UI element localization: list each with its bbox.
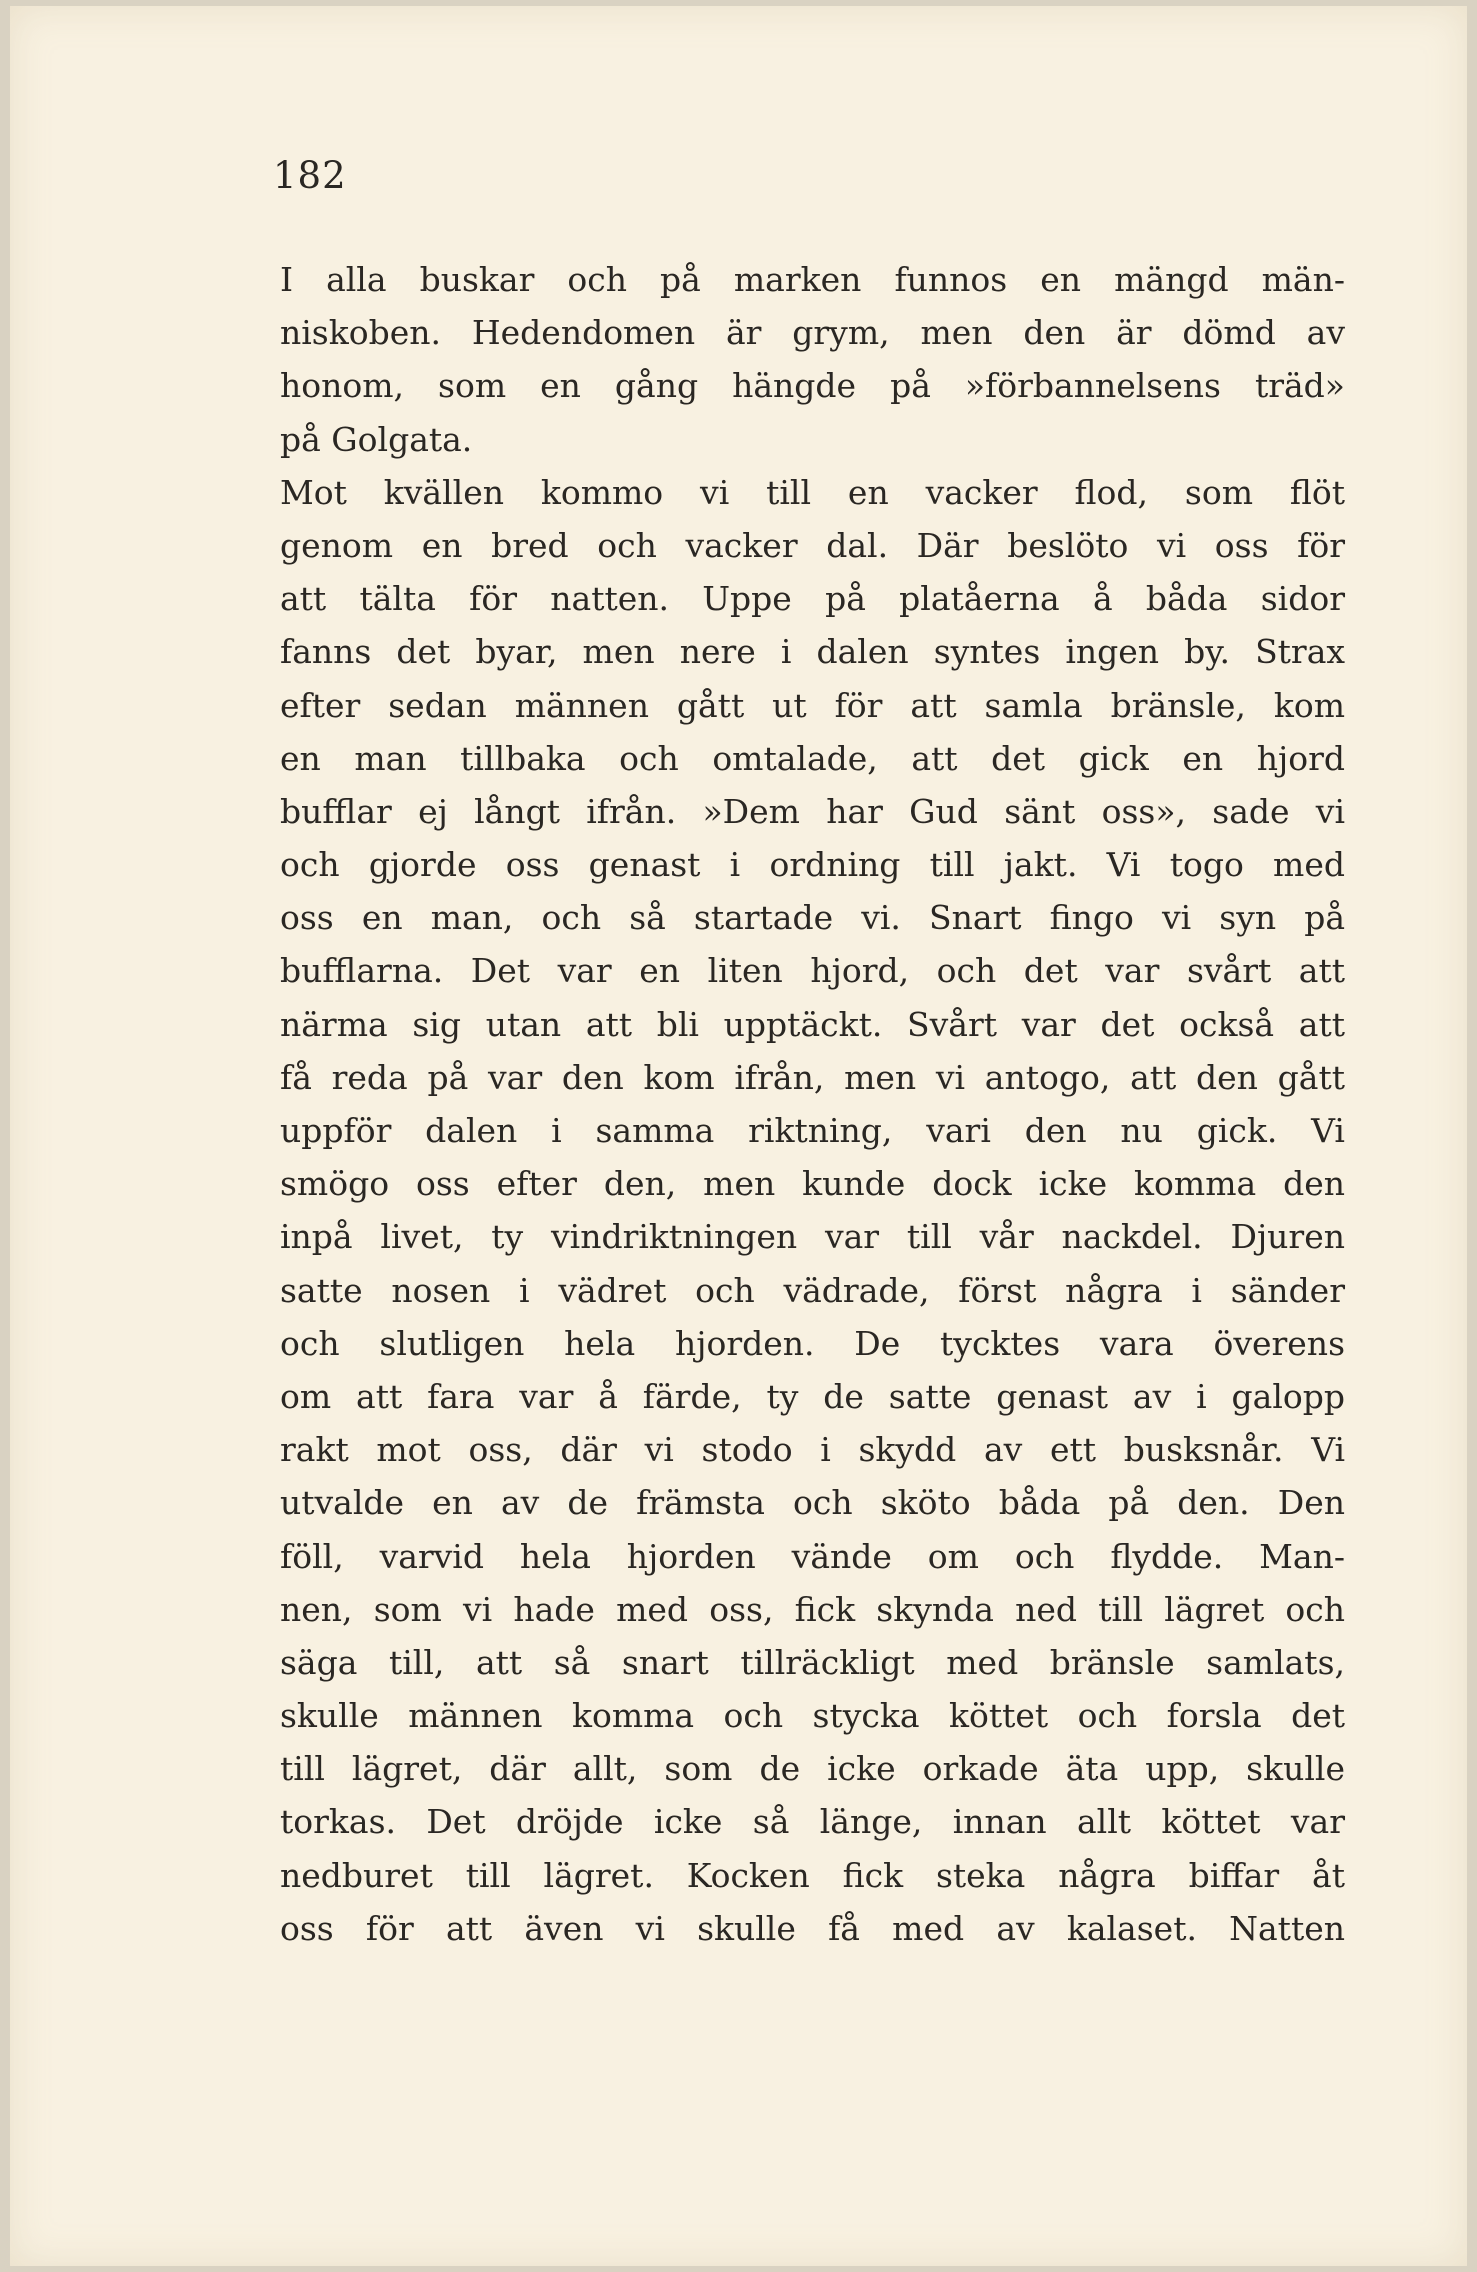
text-line: få reda på var den kom ifrån, men vi antogo, att den gått — [280, 1057, 1345, 1097]
text-line: en man tillbaka och omtalade, att det gick en hjord — [280, 738, 1345, 778]
book-page — [10, 6, 1467, 2266]
text-line: fanns det byar, men nere i dalen syntes ingen by. Strax — [280, 632, 1345, 672]
text-line: smögo oss efter den, men kunde dock icke komma den — [280, 1164, 1345, 1204]
text-line: genom en bred och vacker dal. Där beslöto vi oss för — [280, 525, 1345, 565]
text-line: rakt mot oss, där vi stodo i skydd av ett busksnår. Vi — [280, 1430, 1345, 1470]
text-line: närma sig utan att bli upptäckt. Svårt var det också att — [280, 1004, 1345, 1044]
text-line: och slutligen hela hjorden. De tycktes vara överens — [280, 1323, 1345, 1363]
text-line: satte nosen i vädret och vädrade, först några i sänder — [280, 1270, 1345, 1310]
text-line: till lägret, där allt, som de icke orkade äta upp, skulle — [280, 1749, 1345, 1789]
text-line: efter sedan männen gått ut för att samla bränsle, kom — [280, 685, 1345, 725]
text-line: föll, varvid hela hjorden vände om och flydde. Man- — [280, 1536, 1345, 1576]
text-line: torkas. Det dröjde icke så länge, innan allt köttet var — [280, 1802, 1345, 1842]
text-line: niskoben. Hedendomen är grym, men den är dömd av — [280, 313, 1345, 353]
text-line: utvalde en av de främsta och sköto båda på den. Den — [280, 1483, 1345, 1523]
text-line: att tälta för natten. Uppe på platåerna å båda sidor — [280, 579, 1345, 619]
text-line: skulle männen komma och stycka köttet och forsla det — [280, 1696, 1345, 1736]
text-line: Mot kvällen kommo vi till en vacker flod, som flöt — [280, 472, 1345, 512]
text-line: oss för att även vi skulle få med av kalaset. Natten — [280, 1908, 1345, 1948]
text-line: bufflarna. Det var en liten hjord, och det var svårt att — [280, 951, 1345, 991]
text-line: honom, som en gång hängde på »förbannelsens träd» — [280, 366, 1345, 406]
text-line: I alla buskar och på marken funnos en mängd män- — [280, 260, 1345, 299]
text-line: inpå livet, ty vindriktningen var till vår nackdel. Djuren — [280, 1217, 1345, 1257]
text-line: på Golgata. — [280, 419, 473, 459]
text-line: säga till, att så snart tillräckligt med bränsle samlats, — [280, 1642, 1345, 1682]
text-line: uppför dalen i samma riktning, vari den nu gick. Vi — [280, 1111, 1345, 1150]
text-line: nedburet till lägret. Kocken fick steka några biffar åt — [280, 1855, 1345, 1895]
text-line: och gjorde oss genast i ordning till jakt. Vi togo med — [280, 845, 1345, 885]
text-line: om att fara var å färde, ty de satte genast av i galopp — [280, 1376, 1345, 1416]
text-line: bufflar ej långt ifrån. »Dem har Gud sänt oss», sade vi — [280, 791, 1345, 831]
text-line: oss en man, och så startade vi. Snart fingo vi syn på — [280, 898, 1345, 938]
page-number: 182 — [273, 154, 347, 197]
text-line: nen, som vi hade med oss, fick skynda ned till lägret och — [280, 1589, 1345, 1629]
body-text — [280, 253, 1345, 1955]
